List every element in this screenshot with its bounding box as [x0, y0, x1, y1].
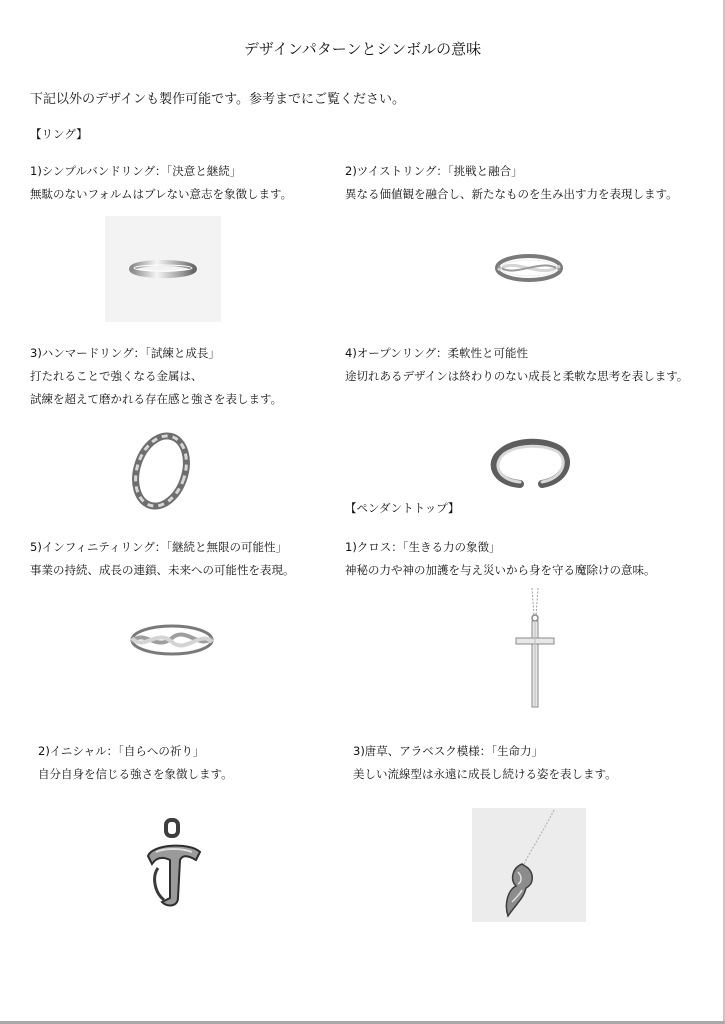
item-title: 4)オープンリング：柔軟性と可能性	[345, 346, 529, 360]
ring-item-hammered	[30, 342, 282, 411]
simple-band-ring-photo	[105, 216, 221, 322]
ring-section-heading: 【リング】	[30, 127, 88, 141]
ring-item-twist	[345, 160, 678, 206]
ring-item-simple-band	[30, 160, 292, 206]
arabesque-pendant-icon	[472, 808, 586, 922]
item-title: 5)インフィニティリング：「継続と無限の可能性」	[30, 540, 287, 554]
simple-band-ring-icon	[105, 216, 221, 322]
item-description: 打たれることで強くなる金属は、	[30, 369, 203, 383]
ring-item-infinity	[30, 536, 295, 582]
hammered-ring-photo	[130, 430, 192, 512]
item-description: 無駄のないフォルムはブレない意志を象徴します。	[30, 187, 293, 201]
item-description: 途切れあるデザインは終わりのない成長と柔軟な思考を表します。	[345, 369, 689, 383]
pendant-item-arabesque	[353, 740, 617, 786]
item-description: 異なる価値観を融合し、新たなものを生み出す力を表現します。	[345, 187, 678, 201]
item-description: 神秘の力や神の加護を与え災いから身を守る魔除けの意味。	[345, 563, 656, 577]
cross-pendant-photo	[510, 586, 560, 710]
page-title: デザインパターンとシンボルの意味	[243, 40, 482, 58]
infinity-ring-photo	[126, 616, 218, 662]
hammered-ring-icon	[130, 430, 192, 512]
pendant-item-cross	[345, 536, 656, 582]
open-ring-photo	[484, 436, 574, 492]
item-description: 試練を超えて磨かれる存在感と強さを表します。	[30, 392, 283, 406]
open-ring-icon	[484, 436, 574, 492]
twist-ring-photo	[490, 248, 568, 288]
cross-pendant-icon	[510, 586, 560, 710]
item-title: 1)シンプルバンドリング：「決意と継続」	[30, 164, 242, 178]
intro-text: 下記以外のデザインも製作可能です。参考までにご覧ください。	[30, 92, 406, 107]
item-title: 1)クロス：「生きる力の象徴」	[345, 540, 501, 554]
item-title: 3)唐草、アラベスク模様：「生命力」	[353, 744, 544, 758]
item-title: 2)イニシャル：「自らへの祈り」	[38, 744, 205, 758]
ring-item-open	[345, 342, 688, 388]
item-description: 美しい流線型は永遠に成長し続ける姿を表します。	[353, 767, 617, 781]
pendant-item-initial	[38, 740, 233, 786]
initial-pendant-icon	[142, 816, 204, 912]
pendant-section-heading: 【ペンダントトップ】	[345, 501, 460, 515]
twist-ring-icon	[490, 248, 568, 288]
item-description: 事業の持続、成長の連鎖、未来への可能性を表現。	[30, 563, 295, 577]
item-description: 自分自身を信じる強さを象徴します。	[38, 767, 233, 781]
item-title: 2)ツイストリング：「挑戦と融合」	[345, 164, 523, 178]
arabesque-pendant-photo	[472, 808, 586, 922]
initial-pendant-photo	[142, 816, 204, 912]
item-title: 3)ハンマードリング：「試練と成長」	[30, 346, 220, 360]
infinity-ring-icon	[126, 616, 218, 662]
